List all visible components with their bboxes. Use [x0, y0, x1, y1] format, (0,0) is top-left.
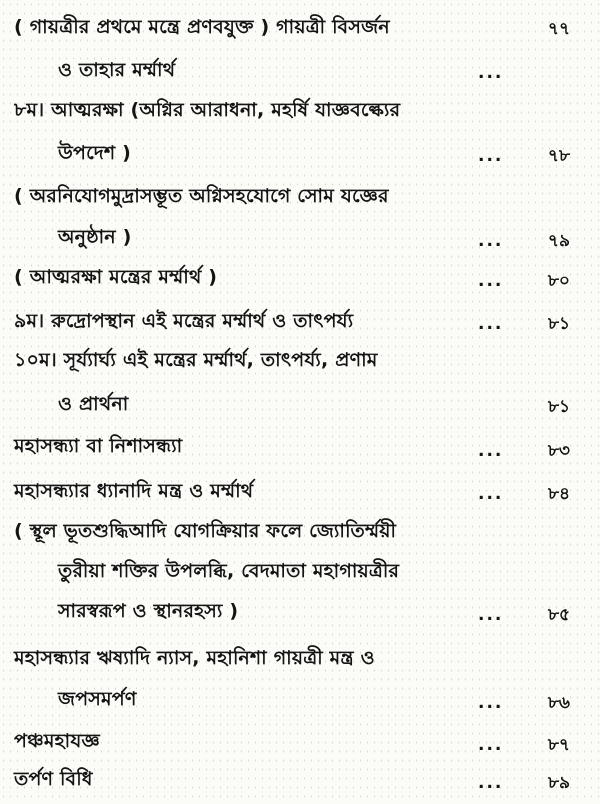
page-number: ৭৯	[547, 231, 570, 251]
page-number: ৮৫	[547, 605, 570, 625]
page-number: ৮১	[547, 397, 570, 417]
toc-entry-line: মহাসন্ধ্যার ঋষ্যাদি ন্যাস, মহানিশা গায়ত্রী মন্ত্র ও	[14, 647, 375, 669]
toc-entry-line: ১০ম। সূর্য্যার্ঘ্য এই মন্ত্রের মর্ম্মার্থ, তাৎপর্য্য, প্রণাম	[14, 349, 378, 371]
dot-leader: ...	[478, 231, 504, 251]
page-number: ৮৯	[547, 773, 570, 793]
page-number: ৭৭	[547, 19, 570, 39]
page-number: ৮৪	[547, 484, 570, 504]
toc-entry-line: মহাসন্ধ্যার ধ্যানাদি মন্ত্র ও মর্ম্মার্থ	[14, 480, 254, 502]
dot-leader: ...	[478, 484, 504, 504]
dot-leader: ...	[478, 146, 504, 166]
toc-entry-line: তুরীয়া শক্তির উপলব্ধি, বেদমাতা মহাগায়ত্রীর	[58, 560, 400, 582]
toc-entry-line: উপদেশ )	[58, 142, 132, 164]
toc-entry-line: পঞ্চমহাযজ্ঞ	[14, 730, 100, 752]
dot-leader: ...	[478, 63, 504, 83]
toc-entry-line: ( অরনিযোগমুদ্রাসম্ভূত অগ্নিসহযোগে সোম যজ্ঞের	[14, 185, 389, 207]
toc-entry-line: সারস্বরূপ ও স্থানরহস্য )	[58, 600, 239, 622]
dot-leader: ...	[478, 314, 504, 334]
page-number: ৭৮	[547, 146, 570, 166]
toc-entry-line: তর্পণ বিধি	[14, 768, 93, 790]
toc-entry-line: ও প্রার্থনা	[58, 393, 129, 415]
toc-entry-line: ৮ম। আত্মরক্ষা (অগ্নির আরাধনা, মহর্ষি যাজ্ঞবল্ক্যের	[14, 99, 401, 121]
toc-entry-line: ( আত্মরক্ষা মন্ত্রের মর্ম্মার্থ )	[14, 266, 218, 288]
page-number: ৮৩	[547, 441, 570, 461]
toc-entry-line: অনুষ্ঠান )	[58, 226, 132, 248]
page-number: ৮১	[547, 314, 570, 334]
toc-entry-line: ৯ম। রুদ্রোপস্থান এই মন্ত্রের মর্ম্মার্থ ও তাৎপর্য্য	[14, 310, 354, 332]
toc-entry-line: ( স্থূল ভূতশুদ্ধিআদি যোগক্রিয়ার ফলে জ্যোতির্ম্ময়ী	[14, 520, 397, 542]
dot-leader: ...	[478, 441, 504, 461]
dot-leader: ...	[478, 271, 504, 291]
page-number: ৮০	[547, 271, 570, 291]
toc-entry-line: ও তাহার মর্ম্মার্থ	[58, 59, 176, 81]
toc-entry-line: মহাসন্ধ্যা বা নিশাসন্ধ্যা	[14, 435, 183, 457]
page-number: ৮৬	[547, 693, 570, 713]
toc-entry-line: জপসমর্পণ	[58, 688, 137, 710]
dot-leader: ...	[478, 605, 504, 625]
dot-leader: ...	[478, 773, 504, 793]
page-number: ৮৭	[547, 735, 570, 755]
toc-entry-line: ( গায়ত্রীর প্রথমে মন্ত্রে প্রণবযুক্ত ) গায়ত্রী বিসর্জন	[14, 16, 390, 38]
dot-leader: ...	[478, 735, 504, 755]
dot-leader: ...	[478, 693, 504, 713]
